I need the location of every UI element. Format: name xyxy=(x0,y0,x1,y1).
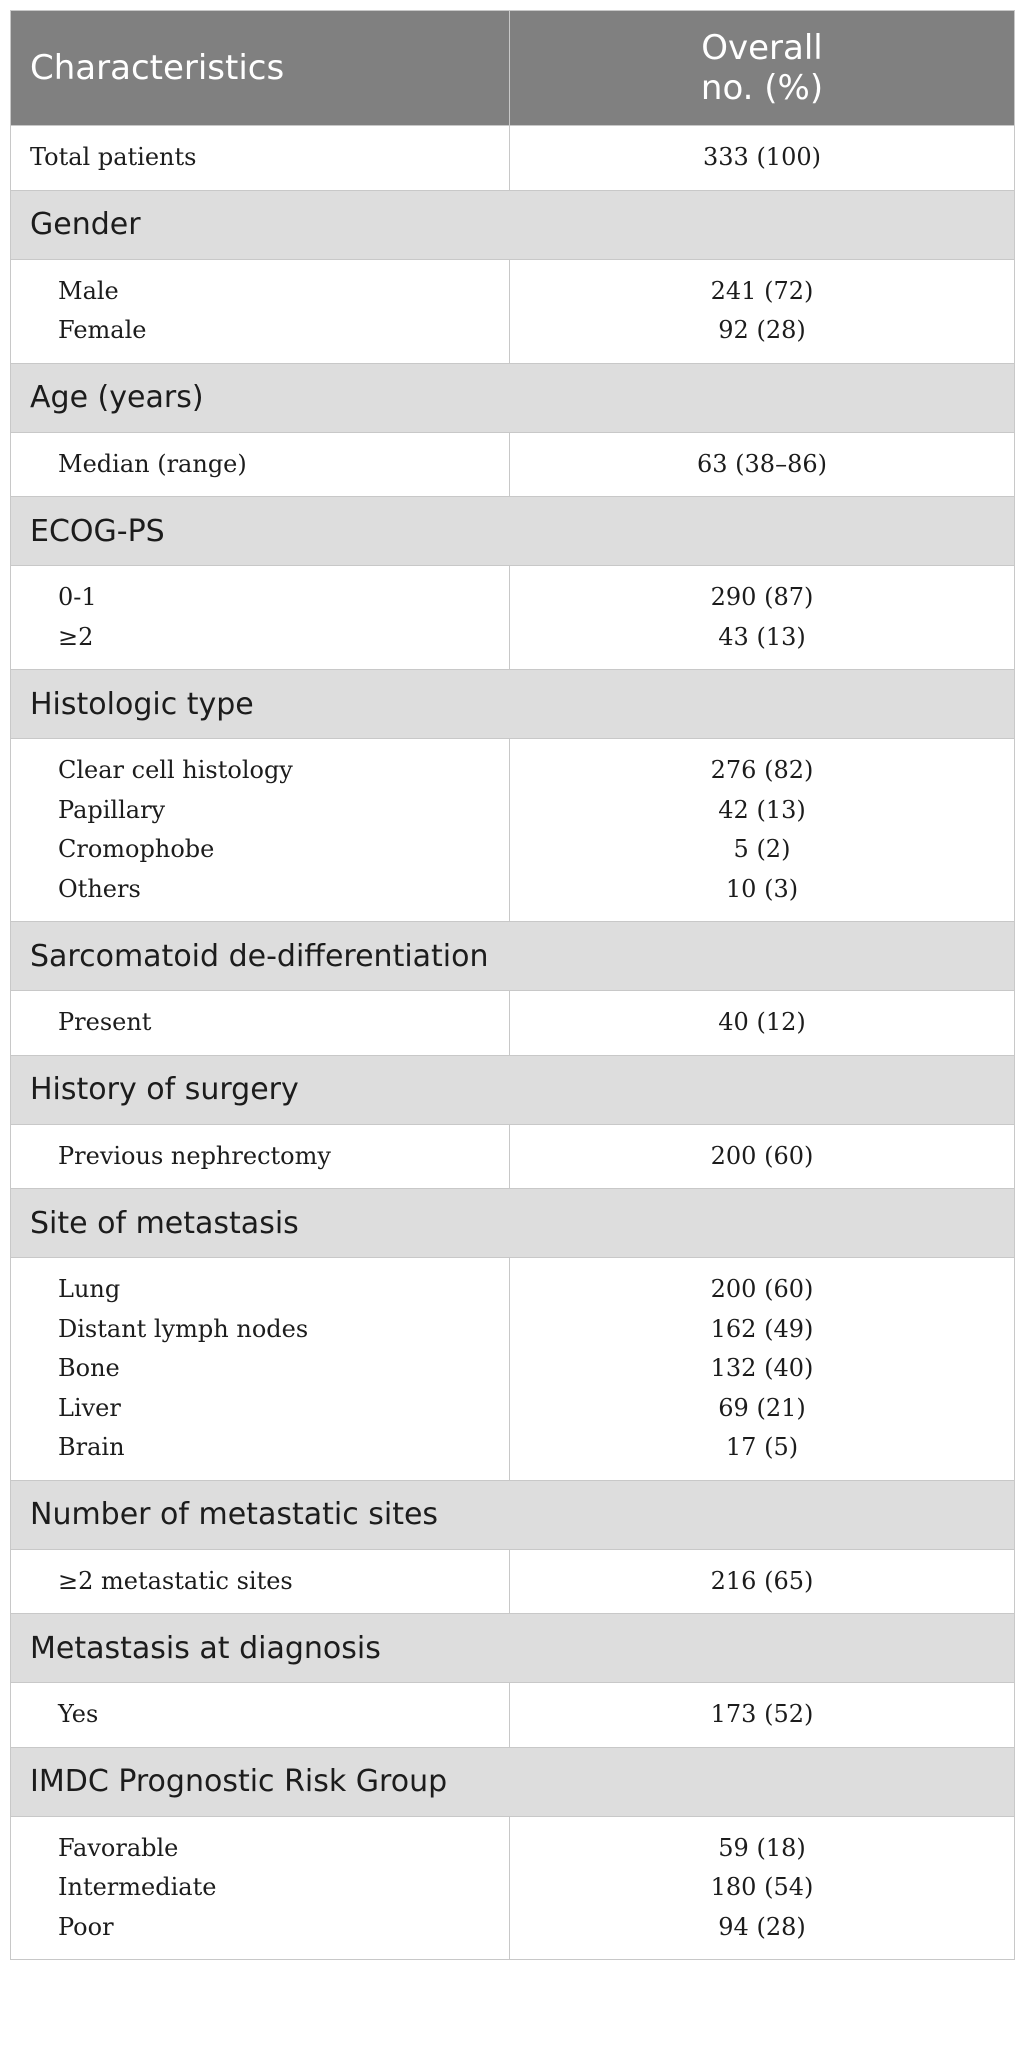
row-label: 0-1 xyxy=(58,583,97,611)
label-cell xyxy=(11,259,510,363)
value-cell xyxy=(510,1549,1015,1614)
row-label: ≥2 metastatic sites xyxy=(58,1566,293,1595)
row-value: 216 (65) xyxy=(710,1566,814,1595)
header-overall-line2: no. (%) xyxy=(700,68,824,108)
table-row xyxy=(11,566,1015,670)
row-value: 200 (60) xyxy=(710,1141,814,1170)
row-value: 43 (13) xyxy=(718,622,806,651)
header-characteristics: Characteristics xyxy=(11,11,510,126)
label-cell xyxy=(11,1816,510,1960)
label-cell xyxy=(11,1124,510,1189)
row-label: Previous nephrectomy xyxy=(58,1141,331,1170)
table-row xyxy=(11,1816,1015,1960)
row-label: Bone xyxy=(58,1354,120,1382)
value-cell xyxy=(510,1124,1015,1189)
section-title: Age (years) xyxy=(11,363,1015,432)
row-label: Present xyxy=(58,1008,152,1036)
row-label: Cromophobe xyxy=(58,835,215,863)
row-label: ≥2 xyxy=(58,622,94,651)
label-cell xyxy=(11,1258,510,1481)
total-value-cell xyxy=(510,126,1015,191)
section-title: Number of metastatic sites xyxy=(11,1480,1015,1549)
label-cell xyxy=(11,739,510,922)
section-title: Site of metastasis xyxy=(11,1189,1015,1258)
characteristics-table xyxy=(10,10,1015,1960)
section-title: History of surgery xyxy=(11,1055,1015,1124)
section-header-row xyxy=(11,922,1015,991)
row-value: 290 (87) xyxy=(710,583,814,611)
row-label: Lung xyxy=(58,1275,121,1303)
row-label: Favorable xyxy=(58,1833,179,1862)
header-overall-line1: Overall xyxy=(701,28,823,68)
row-value: 10 (3) xyxy=(725,874,799,903)
row-value: 59 (18) xyxy=(718,1833,806,1862)
table-row xyxy=(11,432,1015,497)
section-title: IMDC Prognostic Risk Group xyxy=(11,1747,1015,1816)
table-row xyxy=(11,1258,1015,1481)
total-label-cell xyxy=(11,126,510,191)
row-label: Male xyxy=(58,276,119,305)
row-value: 17 (5) xyxy=(725,1433,799,1461)
row-value: 92 (28) xyxy=(718,316,806,344)
value-cell xyxy=(510,991,1015,1056)
row-value: 5 (2) xyxy=(733,835,791,863)
row-label: Median (range) xyxy=(58,449,247,478)
row-label: Others xyxy=(58,874,141,903)
row-label: Yes xyxy=(58,1700,99,1728)
row-label: Female xyxy=(58,316,147,344)
value-cell xyxy=(510,259,1015,363)
label-cell xyxy=(11,1683,510,1748)
row-value: 63 (38–86) xyxy=(697,449,827,478)
value-cell xyxy=(510,566,1015,670)
value-cell xyxy=(510,1816,1015,1960)
row-value: 69 (21) xyxy=(718,1393,806,1422)
section-header-row xyxy=(11,1189,1015,1258)
total-value: 333 (100) xyxy=(703,143,821,171)
table-row xyxy=(11,1124,1015,1189)
section-header-row xyxy=(11,497,1015,566)
section-header-row xyxy=(11,670,1015,739)
table-row xyxy=(11,739,1015,922)
label-cell xyxy=(11,991,510,1056)
section-title: Gender xyxy=(11,190,1015,259)
section-header-row xyxy=(11,190,1015,259)
section-title: Sarcomatoid de-differentiation xyxy=(11,922,1015,991)
value-cell xyxy=(510,1258,1015,1481)
row-label: Brain xyxy=(58,1433,125,1461)
row-value: 94 (28) xyxy=(718,1912,806,1941)
row-value: 40 (12) xyxy=(718,1008,806,1036)
section-title: Metastasis at diagnosis xyxy=(11,1614,1015,1683)
label-cell xyxy=(11,1549,510,1614)
table-body xyxy=(11,126,1015,1960)
row-value: 276 (82) xyxy=(710,756,814,784)
table-row-total xyxy=(11,126,1015,191)
total-label: Total patients xyxy=(30,143,197,171)
row-value: 162 (49) xyxy=(710,1314,814,1343)
label-cell xyxy=(11,566,510,670)
row-label: Clear cell histology xyxy=(58,756,293,784)
section-title: ECOG-PS xyxy=(11,497,1015,566)
row-value: 132 (40) xyxy=(710,1354,814,1382)
section-header-row xyxy=(11,1614,1015,1683)
table-row xyxy=(11,991,1015,1056)
row-value: 180 (54) xyxy=(710,1873,814,1901)
value-cell xyxy=(510,739,1015,922)
row-label: Distant lymph nodes xyxy=(58,1314,309,1343)
row-label: Poor xyxy=(58,1912,114,1941)
label-cell xyxy=(11,432,510,497)
table-row xyxy=(11,1549,1015,1614)
row-value: 42 (13) xyxy=(718,795,806,824)
value-cell xyxy=(510,432,1015,497)
table-row xyxy=(11,259,1015,363)
section-title: Histologic type xyxy=(11,670,1015,739)
table-header-row xyxy=(11,11,1015,126)
header-overall xyxy=(510,11,1015,126)
row-label: Liver xyxy=(58,1393,121,1422)
row-value: 173 (52) xyxy=(710,1700,814,1728)
row-value: 200 (60) xyxy=(710,1275,814,1303)
row-label: Papillary xyxy=(58,795,166,824)
row-label: Intermediate xyxy=(58,1873,217,1901)
section-header-row xyxy=(11,363,1015,432)
section-header-row xyxy=(11,1747,1015,1816)
value-cell xyxy=(510,1683,1015,1748)
row-value: 241 (72) xyxy=(710,276,814,305)
table-row xyxy=(11,1683,1015,1748)
section-header-row xyxy=(11,1480,1015,1549)
section-header-row xyxy=(11,1055,1015,1124)
